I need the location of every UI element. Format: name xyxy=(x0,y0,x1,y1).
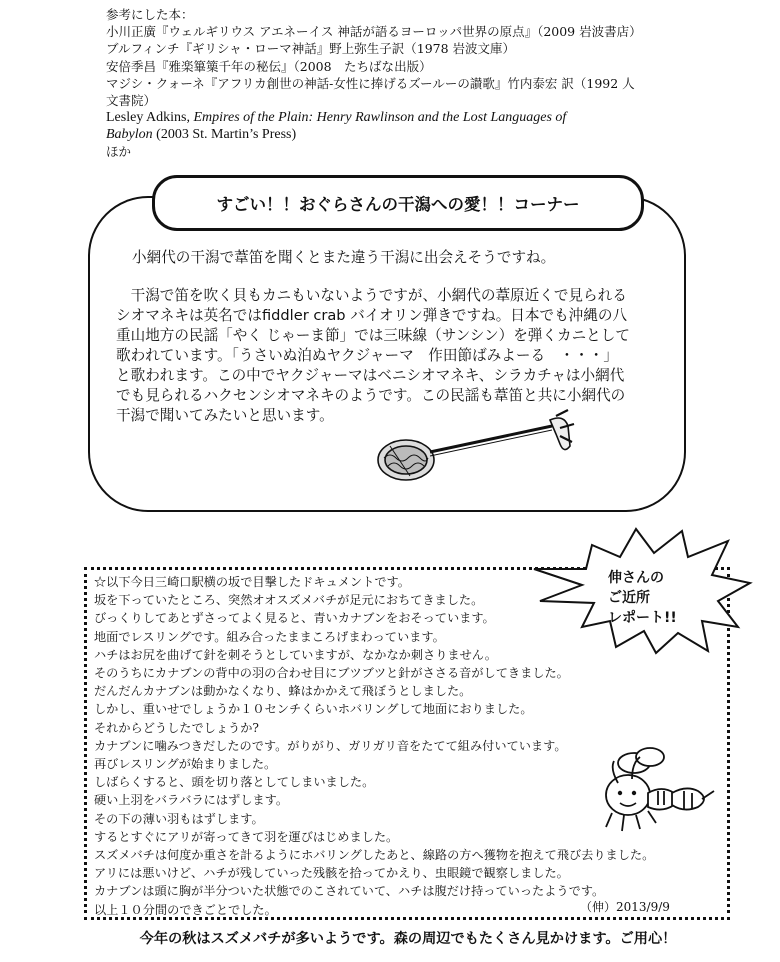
corner-paragraph-1: 小網代の干潟で葦笛を聞くとまた違う干潟に出会えそうですね。 xyxy=(132,249,556,266)
corner-line: 歌われています。「うさいぬ泊ぬヤクジャーマ 作田節ばみよーる ・・・」 xyxy=(116,347,619,364)
corner-line: 干潟で聞いてみたいと思います。 xyxy=(116,407,334,424)
report-line: 坂を下っていたところ、突然オオスズメバチが足元におちてきました。 xyxy=(94,593,484,608)
report-line: そのうちにカナブンの背中の羽の合わせ目にブツブツと針がささる音がしてきました。 xyxy=(94,666,569,681)
references-heading: 参考にした本： xyxy=(106,7,194,22)
references-section xyxy=(106,6,756,160)
report-line: アリには悪いけど、ハチが残していった残骸を拾ってかえり、虫眼鏡で観察しました。 xyxy=(94,866,569,881)
reference-item: 小川正廣『ウェルギリウス アエネーイス 神話が語るヨーロッパ世界の原点』（2009 岩波書店） xyxy=(106,24,642,40)
reference-item-english: Lesley Adkins, Empires of the Plain: Henry Rawlinson and the Lost Languages of xyxy=(106,110,567,126)
report-line: びっくりしてあとずさってよく見ると、青いカナブンをおそっています。 xyxy=(94,611,495,626)
corner-line: 重山地方の民謡「やく じゃーま節」では三味線（サンシン）を弾くカニとして xyxy=(116,327,630,344)
report-line: スズメバチは何度か重さを計るようにホバリングしたあと、線路の方へ獲物を抱えて飛び去りました。 xyxy=(94,848,655,863)
report-line: それからどうしたでしょうか? xyxy=(94,720,259,735)
badge-line: ご近所 xyxy=(608,590,650,606)
sanshin-illustration xyxy=(370,406,590,486)
reference-item-english-cont: Babylon (2003 St. Martin’s Press) xyxy=(106,127,297,143)
report-line: カナブンに噛みつきだしたのです。がりがり、ガリガリ音をたてて組み付いています。 xyxy=(94,738,567,753)
references-etc: ほか xyxy=(106,144,132,160)
corner-line: シオマネキは英名ではfiddler crab バイオリン弾きですね。日本でも沖縄の八 xyxy=(116,307,628,324)
report-line: ハチはお尻を曲げて針を刺そうとしていますが、なかなか刺さりません。 xyxy=(94,647,497,662)
corner-line: でも見られるハクセンシオマネキのようです。この民謡も葦笛と共に小網代の xyxy=(116,387,626,404)
report-line: しかし、重いせでしょうか１０センチくらいホバリングして地面におりました。 xyxy=(94,702,533,717)
report-line: するとすぐにアリが寄ってきて羽を運びはじめました。 xyxy=(94,829,399,844)
corner-line: 干潟で笛を吹く貝もカニもいないようですが、小網代の葦原近くで見られる xyxy=(116,287,627,304)
report-line: カナブンは頭に胸が半分ついた状態でのこされていて、ハチは腹だけ持っていったようです。 xyxy=(94,884,605,899)
report-line: その下の薄い羽もはずします。 xyxy=(94,811,264,826)
reference-item: 文書院） xyxy=(106,93,157,109)
badge-line: レポート!! xyxy=(608,610,677,626)
report-line: だんだんカナブンは動かなくなり、蜂はかかえて飛ぼうとしました。 xyxy=(94,684,472,699)
corner-title: すごい！！おぐらさんの干潟への愛！！コーナー xyxy=(152,175,644,231)
starburst-label xyxy=(608,568,677,628)
corner-line: と歌われます。この中でヤクジャーマはベニシオマネキ、シラカチャは小網代 xyxy=(116,367,625,384)
reference-item: ブルフィンチ『ギリシャ・ローマ神話』野上弥生子訳（1978 岩波文庫） xyxy=(106,41,516,57)
report-line: 再びレスリングが始まりました。 xyxy=(94,757,277,772)
footer-warning: 今年の秋はスズメバチが多いようです。森の周辺でもたくさん見かけます。ご用心！ xyxy=(139,931,677,947)
report-line: 地面でレスリングです。組み合ったままころげまわっています。 xyxy=(94,629,445,644)
badge-line: 伸さんの xyxy=(608,570,664,586)
reference-item: 安倍季昌『雅楽篳篥千年の秘伝』（2008 たちばな出版） xyxy=(106,58,432,74)
corner-body xyxy=(116,248,676,426)
report-line: しばらくすると、頭を切り落としてしまいました。 xyxy=(94,775,375,790)
report-line: ☆以下今日三崎口駅横の坂で目撃したドキュメントです。 xyxy=(94,575,410,589)
hornet-illustration xyxy=(598,735,718,835)
report-signoff: （伸）2013/9/9 xyxy=(580,900,670,914)
report-line: 硬い上羽をバラバラにはずします。 xyxy=(94,793,289,808)
report-line: 以上１０分間のできごとでした。 xyxy=(94,902,277,917)
reference-item: マジシ・クォーネ『アフリカ創世の神話-女性に捧げるズールーの讃歌』竹内泰宏 訳（1992 人 xyxy=(106,75,635,91)
corner-paragraph-2 xyxy=(116,286,676,426)
